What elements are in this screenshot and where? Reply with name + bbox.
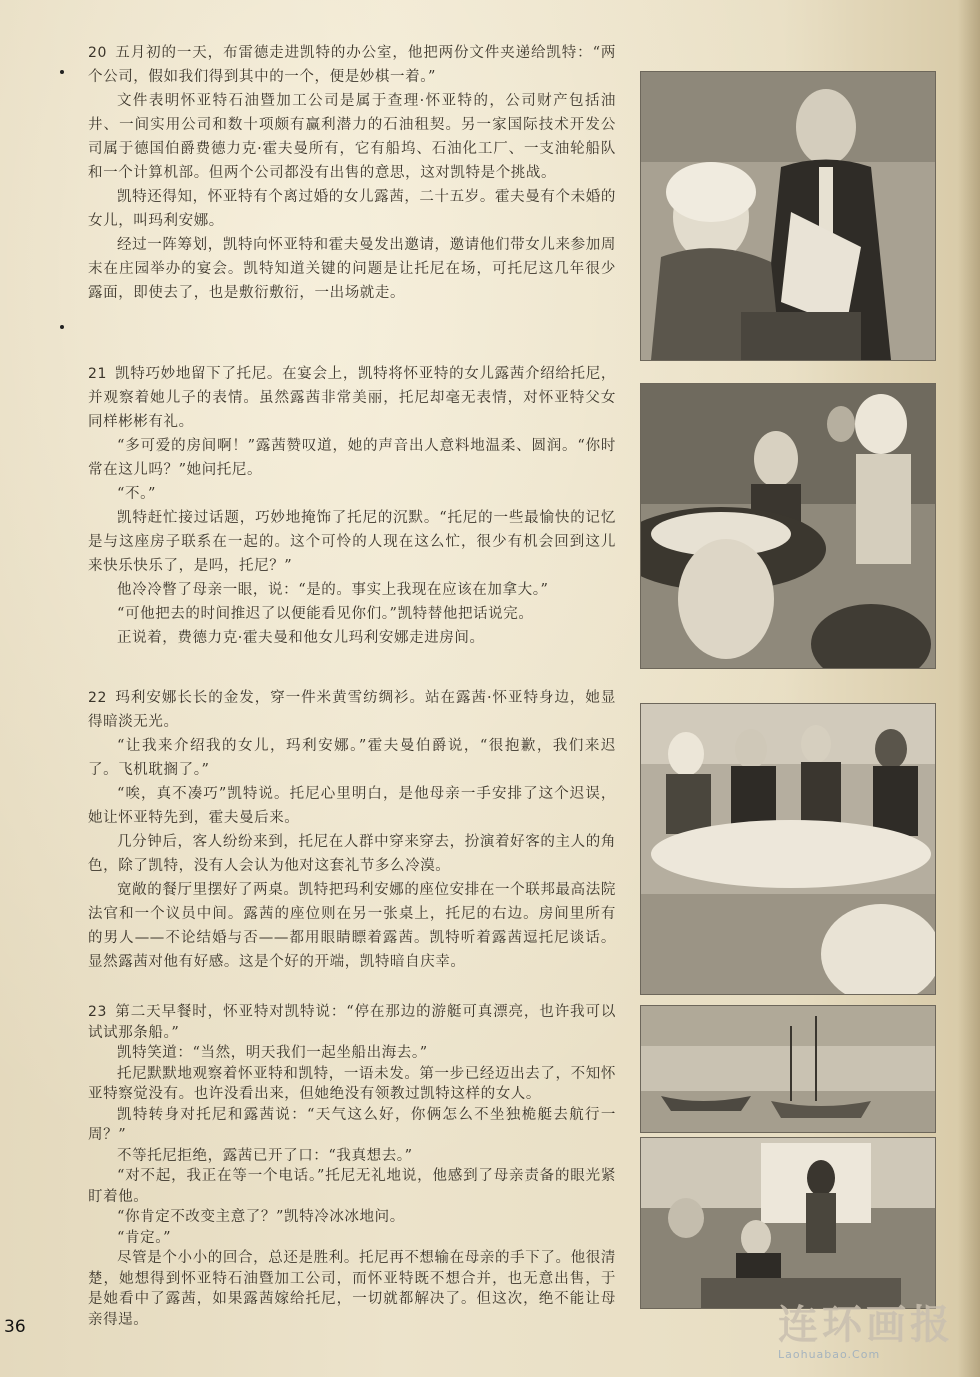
paragraph: “你肯定不改变主意了？”凯特冷冰冰地问。 bbox=[117, 1209, 405, 1225]
section-number: 23 bbox=[88, 1004, 108, 1020]
paragraph: “肯定。” bbox=[117, 1229, 172, 1246]
paragraph-text: 玛利安娜长长的金发，穿一件米黄雪纺绸衫。站在露茜·怀亚特身边，她显得暗淡无光。 bbox=[88, 690, 616, 730]
paragraph: 凯特笑道：“当然，明天我们一起坐船出海去。” bbox=[117, 1045, 428, 1061]
margin-dot bbox=[60, 70, 64, 74]
page-edge-shadow bbox=[958, 0, 980, 1377]
section-number: 22 bbox=[88, 690, 108, 706]
paragraph: “可他把去的时间推迟了以便能看见你们。”凯特替他把话说完。 bbox=[117, 606, 534, 622]
paragraph: 他冷冷瞥了母亲一眼，说：“是的。事实上我现在应该在加拿大。” bbox=[117, 582, 549, 598]
paragraph: 宽敞的餐厅里摆好了两桌。凯特把玛利安娜的座位安排在一个联邦最高法院法官和一个议员中间。露茜的座位则在另一张桌上，托尼的右边。房间里所有的男人——不论结婚与否——都用眼睛瞟着露茜。凯特听着露茜逗托尼谈话。显然露茜对他有好感。这是个好的开端，凯特暗自庆幸。 bbox=[88, 882, 616, 970]
paragraph: 不等托尼拒绝，露茜已开了口：“我真想去。” bbox=[117, 1147, 413, 1164]
watermark-logo: 连环画报 bbox=[778, 1302, 954, 1348]
paragraph bbox=[88, 362, 616, 434]
margin-dot bbox=[60, 325, 64, 329]
paragraph: “让我来介绍我的女儿，玛利安娜。”霍夫曼伯爵说，“很抱歉，我们来迟了。飞机耽搁了。” bbox=[88, 738, 616, 778]
paragraph bbox=[88, 1002, 616, 1043]
paragraph: “唉，真不凑巧”凯特说。托尼心里明白，是他母亲一手安排了这个迟误，她让怀亚特先到，霍夫曼后来。 bbox=[88, 786, 616, 826]
illustration-breakfast-room bbox=[641, 1138, 935, 1308]
section-number: 21 bbox=[88, 366, 108, 382]
paragraph: “对不起，我正在等一个电话。”托尼无礼地说，他感到了母亲责备的眼光紧盯着他。 bbox=[88, 1168, 616, 1205]
paragraph: 凯特赶忙接过话题，巧妙地掩饰了托尼的沉默。“托尼的一些最愉快的记忆是与这座房子联系在一起的。这个可怜的人现在这么忙，很少有机会回到这儿来快乐快乐了，是吗，托尼？” bbox=[88, 510, 616, 574]
paragraph: 几分钟后，客人纷纷来到，托尼在人群中穿来穿去，扮演着好客的主人的角色，除了凯特，没有人会认为他对这套礼节多么冷漠。 bbox=[88, 834, 616, 874]
section-20 bbox=[88, 41, 616, 305]
illustration-harbor-boats bbox=[641, 1006, 935, 1132]
illustration-panel-23b bbox=[640, 1137, 936, 1309]
illustration-party-woman-in-hat bbox=[641, 384, 935, 668]
paragraph: 尽管是个小小的回合，总还是胜利。托尼再不想输在母亲的手下了。他很清楚，她想得到怀亚特石油暨加工公司，而怀亚特既不想合并，也无意出售，于是她看中了露茜，如果露茜嫁给托尼，一切就都解决了。但这次，绝不能让母亲得逞。 bbox=[88, 1250, 616, 1328]
illustration-panel-21 bbox=[640, 383, 936, 669]
page-number: 36 bbox=[4, 1317, 26, 1337]
paragraph: 经过一阵筹划，凯特向怀亚特和霍夫曼发出邀请，邀请他们带女儿来参加周末在庄园举办的宴会。凯特知道关键的问题是让托尼在场，可托尼这几年很少露面，即使去了，也是敷衍敷衍，一出场就走。 bbox=[88, 237, 616, 301]
paragraph: 凯特转身对托尼和露茜说：“天气这么好，你俩怎么不坐独桅艇去航行一周？” bbox=[88, 1106, 616, 1143]
illustration-dinner-table bbox=[641, 704, 935, 994]
section-23 bbox=[88, 1002, 616, 1330]
paragraph: 凯特还得知，怀亚特有个离过婚的女儿露茜，二十五岁。霍夫曼有个未婚的女儿，叫玛利安娜。 bbox=[88, 189, 616, 229]
paragraph bbox=[88, 686, 616, 734]
illustration-panel-22 bbox=[640, 703, 936, 995]
section-21 bbox=[88, 362, 616, 650]
illustration-two-figures-at-table bbox=[641, 72, 935, 360]
paragraph: 正说着，费德力克·霍夫曼和他女儿玛利安娜走进房间。 bbox=[117, 630, 485, 646]
paragraph-text: 五月初的一天，布雷德走进凯特的办公室，他把两份文件夹递给凯特：“两个公司，假如我们得到其中的一个，便是妙棋一着。” bbox=[88, 45, 616, 85]
paragraph-text: 凯特巧妙地留下了托尼。在宴会上，凯特将怀亚特的女儿露茜介绍给托尼，并观察着她儿子的表情。虽然露茜非常美丽，托尼却毫无表情，对怀亚特父女同样彬彬有礼。 bbox=[88, 366, 616, 430]
section-22 bbox=[88, 686, 616, 974]
paragraph: “不。” bbox=[117, 486, 156, 502]
illustration-panel-23a bbox=[640, 1005, 936, 1133]
paragraph-text: 第二天早餐时，怀亚特对凯特说：“停在那边的游艇可真漂亮，也许我可以试试那条船。” bbox=[88, 1004, 616, 1041]
paragraph: 托尼默默地观察着怀亚特和凯特，一语未发。第一步已经迈出去了，不知怀亚特察觉没有。也许没看出来，但她绝没有领教过凯特这样的女人。 bbox=[88, 1065, 616, 1102]
site-watermark bbox=[778, 1302, 974, 1372]
illustration-panel-20 bbox=[640, 71, 936, 361]
paragraph: “多可爱的房间啊！”露茜赞叹道，她的声音出人意料地温柔、圆润。“你时常在这儿吗？”她问托尼。 bbox=[88, 438, 616, 478]
watermark-site: Laohuabao.Com bbox=[778, 1348, 881, 1361]
section-number: 20 bbox=[88, 45, 108, 61]
paragraph: 文件表明怀亚特石油暨加工公司是属于查理·怀亚特的，公司财产包括油井、一间实用公司和数十项颇有赢利潜力的石油租契。另一家国际技术开发公司属于德国伯爵费德力克·霍夫曼所有，它有船坞、石油化工厂、一支油轮船队和一个计算机部。但两个公司都没有出售的意思，这对凯特是个挑战。 bbox=[88, 93, 616, 181]
paragraph bbox=[88, 41, 616, 89]
